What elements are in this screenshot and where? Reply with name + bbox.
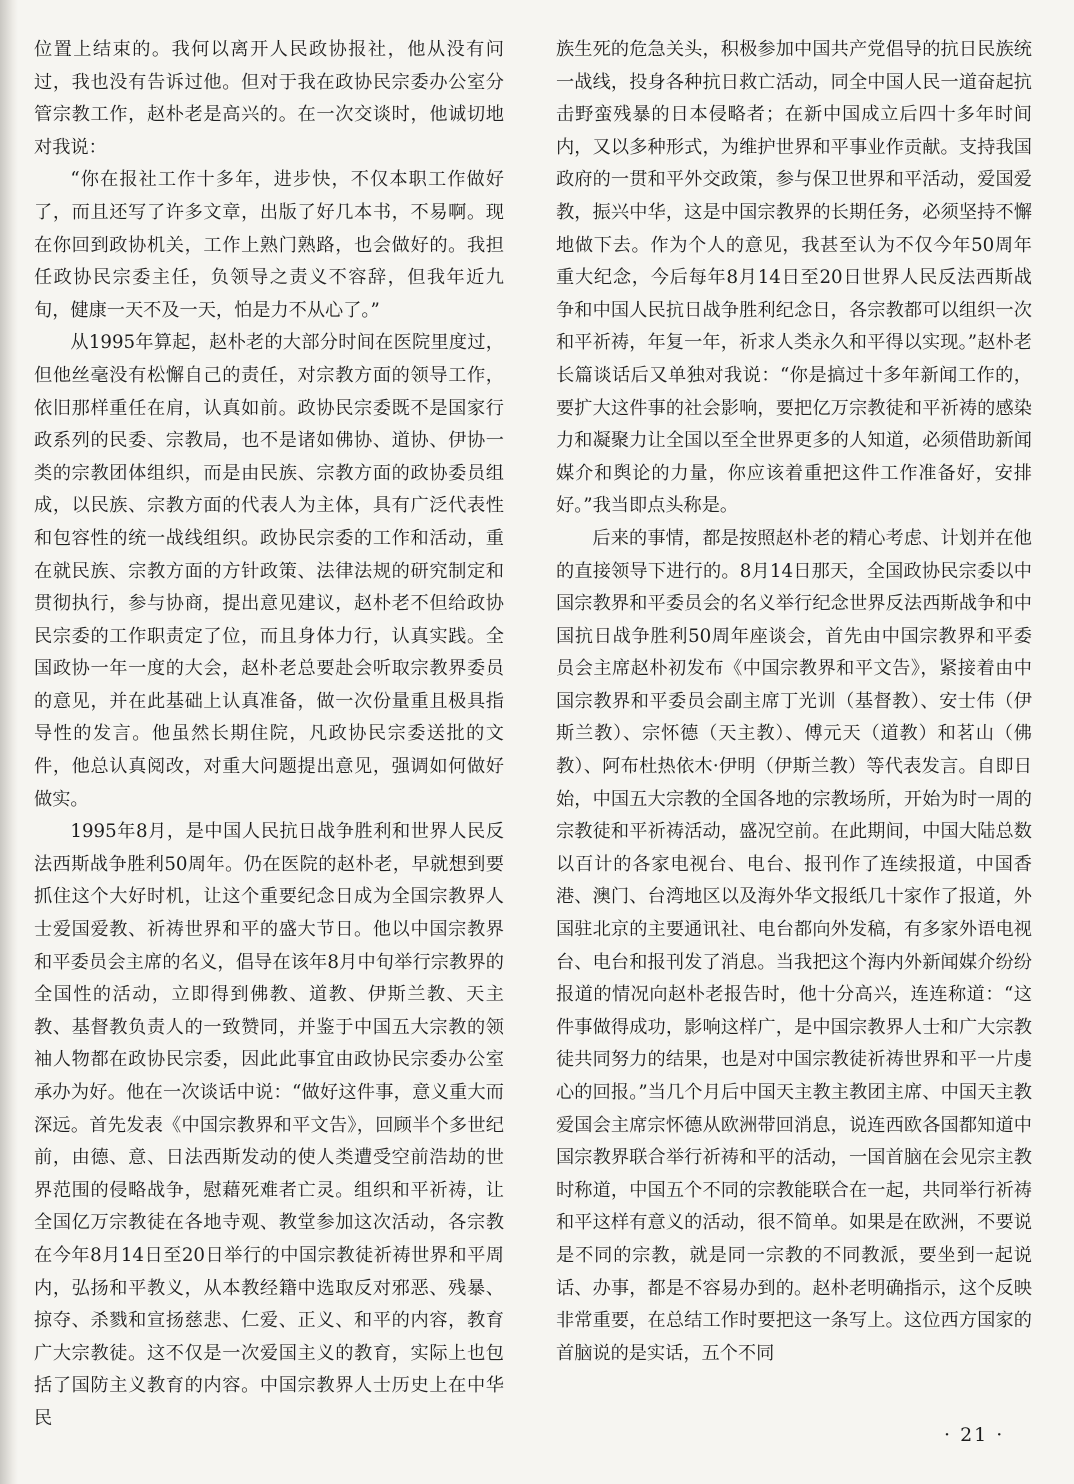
paragraph-august-1995: 1995年8月，是中国人民抗日战争胜利和世界人民反法西斯战争胜利50周年。仍在医院的赵朴老，早就想到要抓住这个大好时机，让这个重要纪念日成为全国宗教界人士爱国爱教、祈祷世界和平的盛大节日。他以中国宗教界和平委员会主席的名义，倡导在该年8月中旬举行宗教界的全国性的活动，立即得到佛教、道教、伊斯兰教、天主教、基督教负责人的一致赞同，并鉴于中国五大宗教的领袖人物都在政协民宗委，因此此事宜由政协民宗委办公室承办为好。他在一次谈话中说：“做好这件事，意义重大而深远。首先发表《中国宗教界和平文告》，回顾半个多世纪前，由德、意、日法西斯发动的使人类遭受空前浩劫的世界范围的侵略战争，慰藉死难者亡灵。组织和平祈祷，让全国亿万宗教徒在各地寺观、教堂参加这次活动，各宗教在今年8月14日至20日举行的中国宗教徒祈祷世界和平周内，弘扬和平教义，从本教经籍中选取反对邪恶、残暴、掠夺、杀戮和宣扬慈悲、仁爱、正义、和平的内容，教育广大宗教徒。这不仅是一次爱国主义的教育，实际上也包括了国防主义教育的内容。中国宗教界人士历史上在中华民: [34, 821, 504, 1429]
paragraph-continued: 位置上结束的。我何以离开人民政协报社，他从没有问过，我也没有告诉过他。但对于我在政协民宗委办公室分管宗教工作，赵朴老是高兴的。在一次交谈时，他诚切地对我说：: [34, 39, 504, 158]
right-text-column: [556, 34, 1032, 1370]
paragraph-quote-zhao: “你在报社工作十多年，进步快，不仅本职工作做好了，而且还写了许多文章，出版了好几本书，不易啊。现在你回到政协机关，工作上熟门熟路，也会做好的。我担任政协民宗委主任，负领导之责义不容辞，但我年近九旬，健康一天不及一天，怕是力不从心了。”: [34, 169, 504, 321]
page-number: · 21 ·: [944, 1424, 1005, 1446]
page-binding-edge: [0, 0, 18, 1484]
paragraph-later-events: 后来的事情，都是按照赵朴老的精心考虑、计划并在他的直接领导下进行的。8月14日那天，全国政协民宗委以中国宗教界和平委员会的名义举行纪念世界反法西斯战争和中国抗日战争胜利50周年座谈会，首先由中国宗教界和平委员会主席赵朴初发布《中国宗教界和平文告》，紧接着由中国宗教界和平委员会副主席丁光训（基督教）、安士伟（伊斯兰教）、宗怀德（天主教）、傅元天（道教）和茗山（佛教）、阿布杜热依木·伊明（伊斯兰教）等代表发言。自即日始，中国五大宗教的全国各地的宗教场所，开始为时一周的宗教徒和平祈祷活动，盛况空前。在此期间，中国大陆总数以百计的各家电视台、电台、报刊作了连续报道，中国香港、澳门、台湾地区以及海外华文报纸几十家作了报道，外国驻北京的主要通讯社、电台都向外发稿，有多家外语电视台、电台和报刊发了消息。当我把这个海内外新闻媒介纷纷报道的情况向赵朴老报告时，他十分高兴，连连称道：“这件事做得成功，影响这样广，是中国宗教界人士和广大宗教徒共同努力的结果，也是对中国宗教徒祈祷世界和平一片虔心的回报。”当几个月后中国天主教主教团主席、中国天主教爱国会主席宗怀德从欧洲带回消息，说连西欧各国都知道中国宗教界联合举行祈祷和平的活动，一国首脑在会见宗主教时称道，中国五个不同的宗教能联合在一起，共同举行祈祷和平这样有意义的活动，很不简单。如果是在欧洲，不要说是不同的宗教，就是同一宗教的不同教派，要坐到一起说话、办事，都是不容易办到的。赵朴老明确指示，这个反映非常重要，在总结工作时要把这一条写上。这位西方国家的首脑说的是实话，五个不同: [556, 527, 1032, 1364]
paragraph-since-1995: 从1995年算起，赵朴老的大部分时间在医院里度过，但他丝毫没有松懈自己的责任，对宗教方面的领导工作，依旧那样重任在肩，认真如前。政协民宗委既不是国家行政系列的民委、宗教局，也不是诸如佛协、道协、伊协一类的宗教团体组织，而是由民族、宗教方面的政协委员组成，以民族、宗教方面的代表人为主体，具有广泛代表性和包容性的统一战线组织。政协民宗委的工作和活动，重在就民族、宗教方面的方针政策、法律法规的研究制定和贯彻执行，参与协商，提出意见建议，赵朴老不但给政协民宗委的工作职责定了位，而且身体力行，认真实践。全国政协一年一度的大会，赵朴老总要赴会听取宗教界委员的意见，并在此基础上认真准备，做一次份量重且极具指导性的发言。他虽然长期住院，凡政协民宗委送批的文件，他总认真阅改，对重大问题提出意见，强调如何做好做实。: [34, 332, 504, 810]
paragraph-continued-right: 族生死的危急关头，积极参加中国共产党倡导的抗日民族统一战线，投身各种抗日救亡活动，同全中国人民一道奋起抗击野蛮残暴的日本侵略者；在新中国成立后四十多年时间内，又以多种形式，为维护世界和平事业作贡献。支持我国政府的一贯和平外交政策，参与保卫世界和平活动，爱国爱教，振兴中华，这是中国宗教界的长期任务，必须坚持不懈地做下去。作为个人的意见，我甚至认为不仅今年50周年重大纪念，今后每年8月14日至20日世界人民反法西斯战争和中国人民抗日战争胜利纪念日，各宗教都可以组织一次和平祈祷，年复一年，祈求人类永久和平得以实现。”赵朴老长篇谈话后又单独对我说：“你是搞过十多年新闻工作的，要扩大这件事的社会影响，要把亿万宗教徒和平祈祷的感染力和凝聚力让全国以至全世界更多的人知道，必须借助新闻媒介和舆论的力量，你应该着重把这件工作准备好，安排好。”我当即点头称是。: [556, 39, 1032, 517]
left-text-column: [34, 34, 504, 1436]
